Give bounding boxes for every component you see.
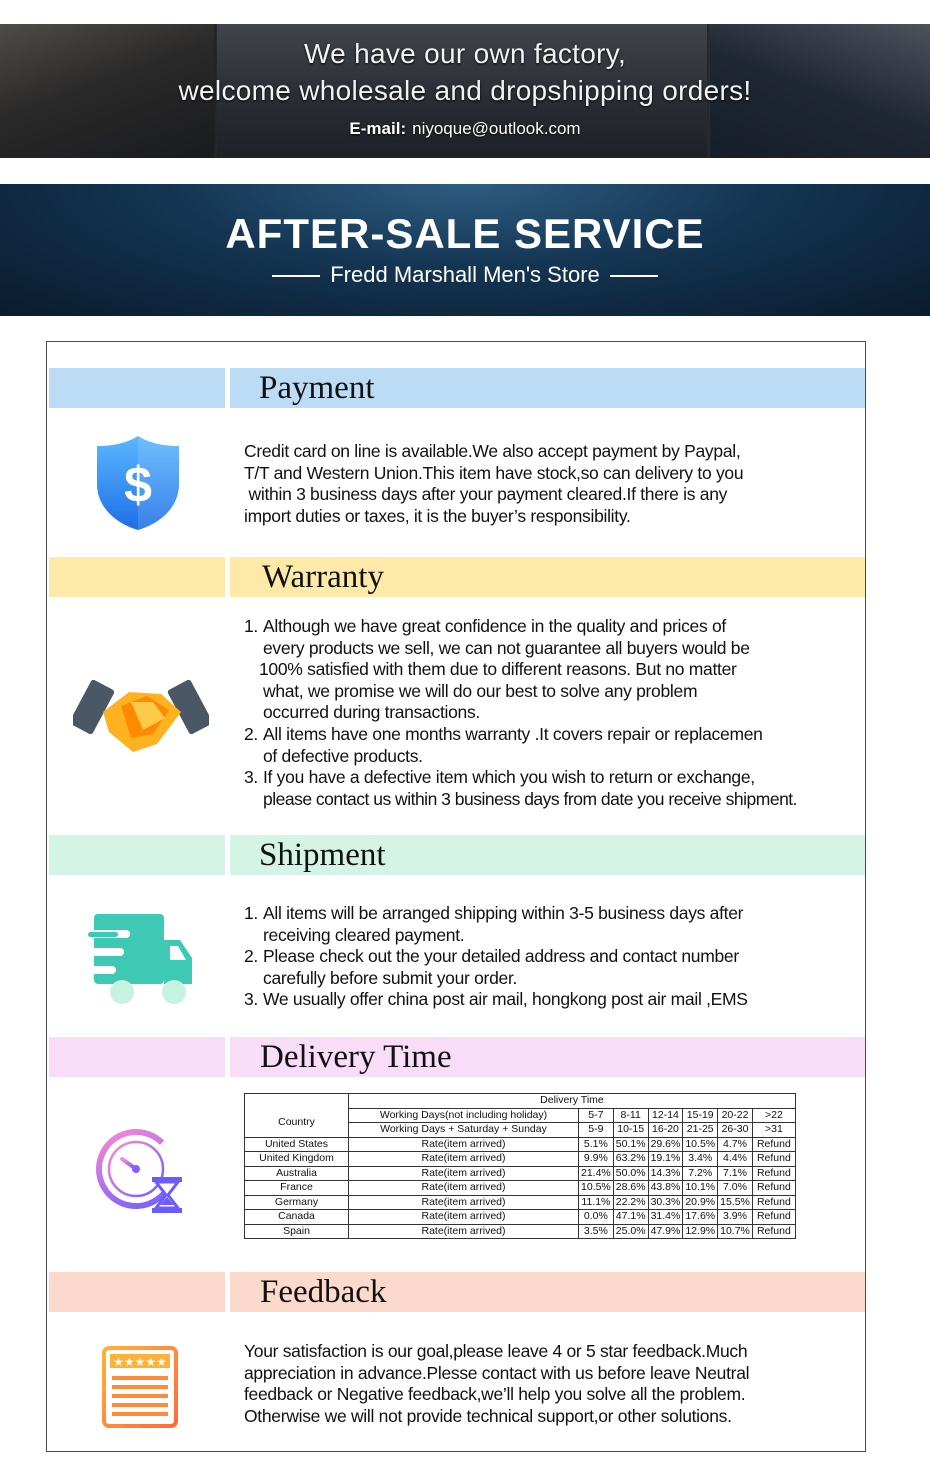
table-cell: 20-22 bbox=[718, 1108, 753, 1123]
table-cell: 10-15 bbox=[613, 1123, 648, 1138]
shipment-item-number: 2. bbox=[244, 946, 258, 967]
table-cell: Refund bbox=[752, 1224, 795, 1239]
table-cell: 7.1% bbox=[718, 1166, 753, 1181]
table-cell: 14.3% bbox=[648, 1166, 683, 1181]
warranty-item bbox=[244, 767, 844, 810]
delivery-title: Delivery Time bbox=[260, 1039, 452, 1075]
warranty-line: what, we promise we will do our best to solve any problem bbox=[263, 680, 698, 701]
warranty-line: All items have one months warranty .It covers repair or replacemen bbox=[263, 723, 763, 744]
table-row bbox=[245, 1137, 796, 1152]
email-label: E-mail: bbox=[349, 119, 407, 138]
table-cell: 10.1% bbox=[683, 1181, 718, 1196]
rate-label-cell: Rate(item arrived) bbox=[349, 1210, 579, 1225]
shipment-title: Shipment bbox=[259, 837, 386, 873]
feedback-title: Feedback bbox=[260, 1274, 387, 1310]
page-title: AFTER-SALE SERVICE bbox=[225, 210, 705, 257]
shipment-item bbox=[244, 989, 844, 1011]
shipment-title-bar bbox=[49, 835, 865, 875]
table-cell: 5.1% bbox=[579, 1137, 614, 1152]
store-name bbox=[0, 262, 930, 288]
table-cell: Refund bbox=[752, 1152, 795, 1167]
delivery-truck-icon bbox=[86, 912, 194, 1006]
table-cell: 31.4% bbox=[648, 1210, 683, 1225]
payment-title: Payment bbox=[259, 370, 375, 406]
table-cell: 50.0% bbox=[613, 1166, 648, 1181]
country-header: Country bbox=[245, 1108, 349, 1137]
table-row bbox=[245, 1181, 796, 1196]
table-cell: 7.0% bbox=[718, 1181, 753, 1196]
table-cell: 19.1% bbox=[648, 1152, 683, 1167]
table-cell: 4.4% bbox=[718, 1152, 753, 1167]
table-row bbox=[245, 1210, 796, 1225]
warranty-bar-left bbox=[49, 557, 225, 597]
payment-line: T/T and Western Union.This item have stock,so can delivery to you bbox=[244, 462, 744, 483]
table-cell: 29.6% bbox=[648, 1137, 683, 1152]
delivery-title-bar bbox=[49, 1037, 865, 1077]
table-cell: 25.0% bbox=[613, 1224, 648, 1239]
table-cell: 16-20 bbox=[648, 1123, 683, 1138]
table-cell: 5-7 bbox=[579, 1108, 614, 1123]
table-corner bbox=[245, 1094, 349, 1109]
feedback-title-bar bbox=[49, 1272, 865, 1312]
table-cell: Refund bbox=[752, 1210, 795, 1225]
table-cell: 12.9% bbox=[683, 1224, 718, 1239]
rating-stars-icon bbox=[102, 1346, 178, 1428]
warranty-line: of defective products. bbox=[263, 745, 423, 766]
table-cell: 4.7% bbox=[718, 1137, 753, 1152]
table-cell: Refund bbox=[752, 1137, 795, 1152]
divider-left bbox=[272, 275, 320, 277]
table-header-row bbox=[245, 1108, 796, 1123]
warranty-text bbox=[244, 616, 844, 810]
rate-label-cell: Rate(item arrived) bbox=[349, 1137, 579, 1152]
clock-hourglass-icon bbox=[94, 1127, 184, 1215]
table-cell: Refund bbox=[752, 1166, 795, 1181]
table-cell: 10.5% bbox=[683, 1137, 718, 1152]
rate-label-cell: Rate(item arrived) bbox=[349, 1152, 579, 1167]
shipment-line: All items will be arranged shipping within 3-5 business days after bbox=[263, 903, 744, 923]
after-sale-header bbox=[0, 184, 930, 316]
table-cell: 10.5% bbox=[579, 1181, 614, 1196]
table-cell: 17.6% bbox=[683, 1210, 718, 1225]
banner-email bbox=[0, 119, 930, 139]
rate-label-cell: Rate(item arrived) bbox=[349, 1224, 579, 1239]
country-cell: Canada bbox=[245, 1210, 349, 1225]
feedback-line: Otherwise we will not provide technical support,or other solutions. bbox=[244, 1405, 732, 1426]
table-cell: >31 bbox=[752, 1123, 795, 1138]
table-cell: 22.2% bbox=[613, 1195, 648, 1210]
warranty-title: Warranty bbox=[262, 559, 384, 595]
store-name-text: Fredd Marshall Men's Store bbox=[330, 262, 600, 287]
shipment-item bbox=[244, 903, 844, 946]
table-row bbox=[245, 1166, 796, 1181]
shipment-line: We usually offer china post air mail, hongkong post air mail ,EMS bbox=[263, 989, 748, 1010]
payment-bar-left bbox=[49, 368, 225, 408]
table-cell: 10.7% bbox=[718, 1224, 753, 1239]
delivery-time-table bbox=[244, 1093, 796, 1239]
feedback-bar-left bbox=[49, 1272, 225, 1312]
handshake-icon bbox=[73, 672, 209, 756]
rate-label-cell: Rate(item arrived) bbox=[349, 1181, 579, 1196]
shipment-item bbox=[244, 946, 844, 989]
warranty-line: 100% satisfied with them due to different reasons. But no matter bbox=[259, 659, 737, 680]
banner-line-1: We have our own factory, bbox=[303, 38, 627, 69]
table-cell: 63.2% bbox=[613, 1152, 648, 1167]
warranty-title-bar bbox=[49, 557, 865, 597]
shipment-text bbox=[244, 903, 844, 1011]
table-cell: 43.8% bbox=[648, 1181, 683, 1196]
dollar-shield-icon bbox=[95, 434, 181, 532]
warranty-item bbox=[244, 616, 844, 724]
feedback-line: appreciation in advance.Plesse contact with us before leave Neutral bbox=[244, 1362, 750, 1383]
table-cell: 47.9% bbox=[648, 1224, 683, 1239]
country-cell: Spain bbox=[245, 1224, 349, 1239]
table-row bbox=[245, 1152, 796, 1167]
payment-line: within 3 business days after your payment cleared.If there is any bbox=[244, 484, 728, 505]
country-cell: United States bbox=[245, 1137, 349, 1152]
shipment-list bbox=[244, 903, 844, 1011]
table-cell: Refund bbox=[752, 1195, 795, 1210]
payment-line: Credit card on line is available.We also accept payment by Paypal, bbox=[244, 441, 741, 461]
payment-title-bar bbox=[49, 368, 865, 408]
table-cell: 15.5% bbox=[718, 1195, 753, 1210]
warranty-item-number: 2. bbox=[244, 723, 258, 744]
country-cell: Germany bbox=[245, 1195, 349, 1210]
warranty-item-number: 3. bbox=[244, 767, 258, 788]
warranty-line: every products we sell, we can not guarantee all buyers would be bbox=[263, 637, 750, 658]
svg-text:★★★★★: ★★★★★ bbox=[113, 1355, 167, 1369]
rate-label-cell: Rate(item arrived) bbox=[349, 1166, 579, 1181]
working-days-label: Working Days(not including holiday) bbox=[349, 1108, 579, 1123]
table-cell: Refund bbox=[752, 1181, 795, 1196]
table-cell: 21-25 bbox=[683, 1123, 718, 1138]
payment-text bbox=[244, 441, 844, 527]
table-cell: 20.9% bbox=[683, 1195, 718, 1210]
table-cell: 9.9% bbox=[579, 1152, 614, 1167]
feedback-text bbox=[244, 1341, 844, 1427]
warranty-item-number: 1. bbox=[244, 616, 258, 636]
calendar-days-label: Working Days + Saturday + Sunday bbox=[349, 1123, 579, 1138]
warranty-list bbox=[244, 616, 844, 810]
warranty-line: Although we have great confidence in the quality and prices of bbox=[263, 616, 726, 636]
table-cell: 3.4% bbox=[683, 1152, 718, 1167]
table-cell: 26-30 bbox=[718, 1123, 753, 1138]
table-cell: 28.6% bbox=[613, 1181, 648, 1196]
shipment-item-number: 1. bbox=[244, 903, 258, 923]
country-cell: France bbox=[245, 1181, 349, 1196]
table-cell: 11.1% bbox=[579, 1195, 614, 1210]
table-cell: 47.1% bbox=[613, 1210, 648, 1225]
delivery-bar-left bbox=[49, 1037, 225, 1077]
table-cell: 12-14 bbox=[648, 1108, 683, 1123]
table-cell: 21.4% bbox=[579, 1166, 614, 1181]
table-cell: 3.5% bbox=[579, 1224, 614, 1239]
divider-right bbox=[610, 275, 658, 277]
email-address[interactable]: niyoque@outlook.com bbox=[412, 119, 581, 138]
warranty-line: occurred during transactions. bbox=[263, 702, 480, 723]
table-cell: 0.0% bbox=[579, 1210, 614, 1225]
shipment-bar-left bbox=[49, 835, 225, 875]
feedback-line: feedback or Negative feedback,we’ll help you solve all the problem. bbox=[244, 1384, 746, 1405]
table-cell: 15-19 bbox=[683, 1108, 718, 1123]
table-cell: 8-11 bbox=[613, 1108, 648, 1123]
table-row bbox=[245, 1224, 796, 1239]
banner-line-2: welcome wholesale and dropshipping orders! bbox=[178, 75, 752, 106]
shipment-item-number: 3. bbox=[244, 989, 258, 1010]
warranty-line: please contact us within 3 business days from date you receive shipment. bbox=[263, 788, 798, 809]
factory-banner bbox=[0, 24, 930, 158]
svg-text:$: $ bbox=[124, 457, 152, 513]
warranty-line: If you have a defective item which you wish to return or exchange, bbox=[263, 767, 755, 788]
table-caption: Delivery Time bbox=[349, 1094, 796, 1109]
shipment-line: carefully before submit your order. bbox=[263, 967, 518, 988]
warranty-item bbox=[244, 724, 844, 767]
table-cell: >22 bbox=[752, 1108, 795, 1123]
table-row bbox=[245, 1195, 796, 1210]
table-cell: 50.1% bbox=[613, 1137, 648, 1152]
country-cell: United Kingdom bbox=[245, 1152, 349, 1167]
rate-label-cell: Rate(item arrived) bbox=[349, 1195, 579, 1210]
table-cell: 30.3% bbox=[648, 1195, 683, 1210]
shipment-line: receiving cleared payment. bbox=[263, 924, 465, 945]
feedback-line: Your satisfaction is our goal,please leave 4 or 5 star feedback.Much bbox=[244, 1341, 748, 1361]
table-cell: 5-9 bbox=[579, 1123, 614, 1138]
table-cell: 7.2% bbox=[683, 1166, 718, 1181]
country-cell: Australia bbox=[245, 1166, 349, 1181]
table-cell: 3.9% bbox=[718, 1210, 753, 1225]
shipment-line: Please check out the your detailed address and contact number bbox=[263, 946, 739, 967]
table-caption-row bbox=[245, 1094, 796, 1109]
payment-line: import duties or taxes, it is the buyer’s responsibility. bbox=[244, 505, 631, 526]
